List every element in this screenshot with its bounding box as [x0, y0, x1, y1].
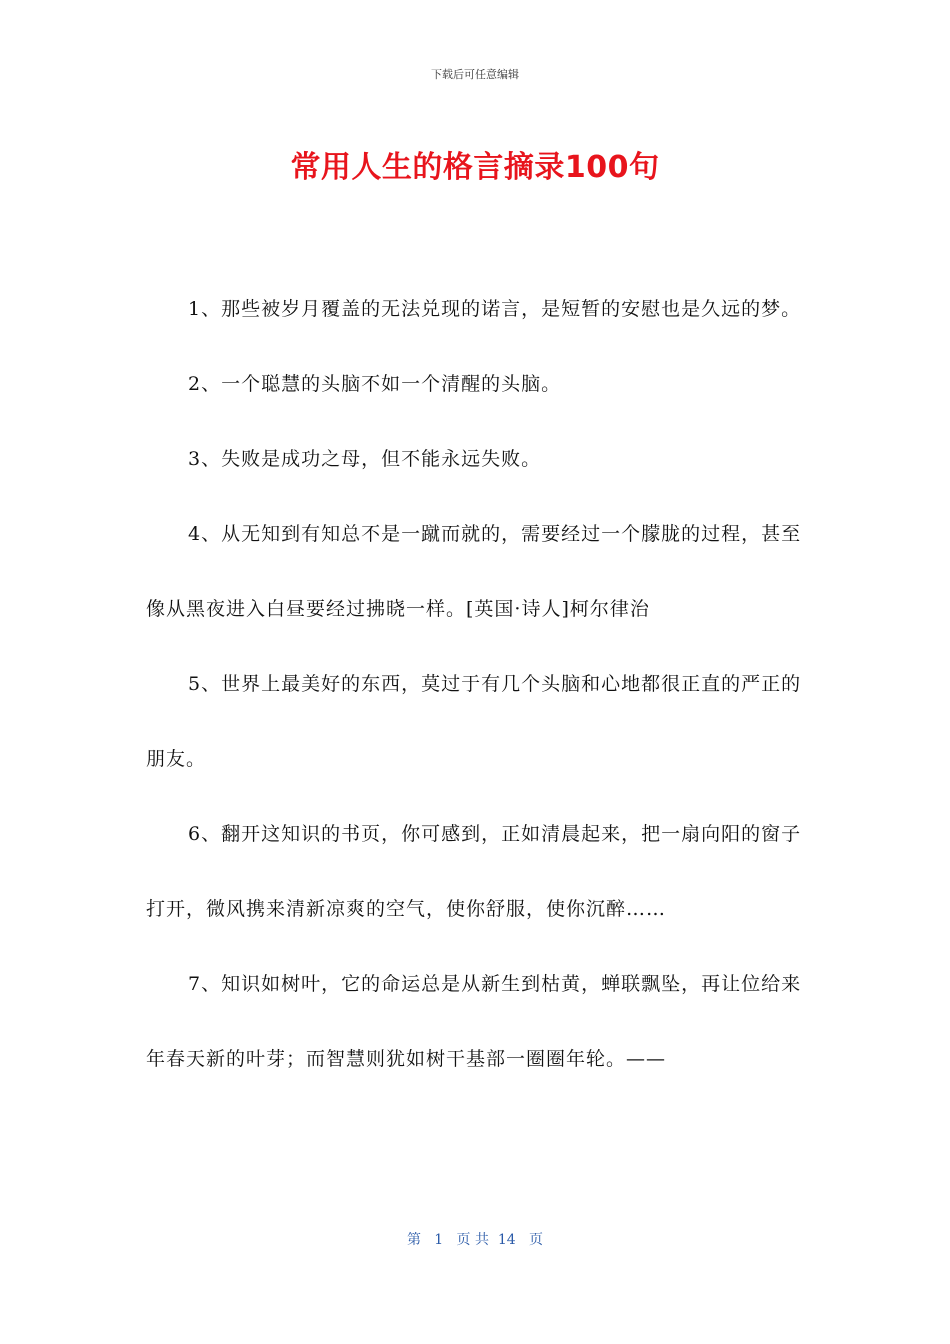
- paragraph-5: 5、世界上最美好的东西，莫过于有几个头脑和心地都很正直的严正的朋友。: [146, 673, 802, 770]
- page-number: 第 1 页 共 14 页: [406, 1232, 544, 1248]
- document-body: [146, 272, 806, 1097]
- header-note: 下载后可任意编辑: [431, 68, 519, 81]
- paragraph-6: 6、翻开这知识的书页，你可感到，正如清晨起来，把一扇向阳的窗子打开，微风携来清新凉爽的空气，使你舒服，使你沉醉……: [146, 823, 802, 920]
- document-title: 常用人生的格言摘录100句: [290, 150, 660, 185]
- paragraph-2: 2、一个聪慧的头脑不如一个清醒的头脑。: [188, 373, 562, 395]
- paragraph-4: 4、从无知到有知总不是一蹴而就的，需要经过一个朦胧的过程，甚至像从黑夜进入白昼要经过拂晓一样。[英国·诗人]柯尔律治: [146, 523, 802, 620]
- paragraph-7: 7、知识如树叶，它的命运总是从新生到枯黄，蝉联飘坠，再让位给来年春天新的叶芽；而智慧则犹如树干基部一圈圈年轮。——: [146, 973, 802, 1070]
- paragraph-3: 3、失败是成功之母，但不能永远失败。: [188, 448, 542, 470]
- paragraph-1: 1、那些被岁月覆盖的无法兑现的诺言，是短暂的安慰也是久远的梦。: [188, 298, 802, 320]
